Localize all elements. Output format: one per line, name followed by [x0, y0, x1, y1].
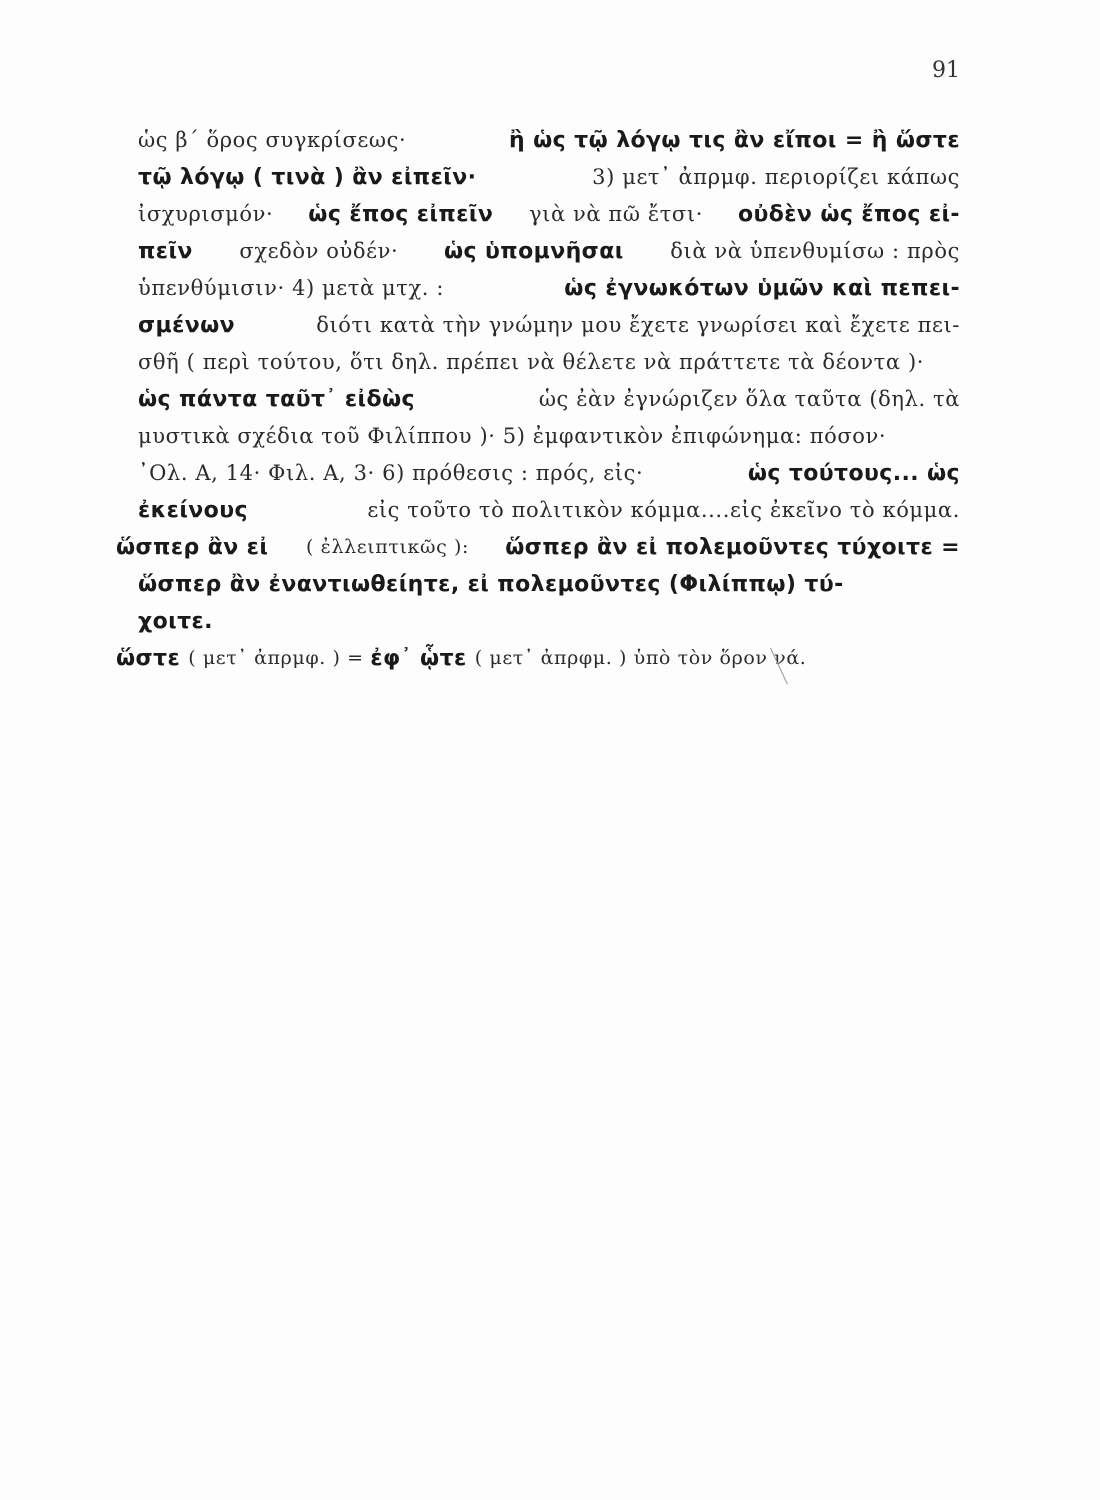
- text-line: [138, 566, 960, 603]
- page-number: 91: [932, 58, 960, 83]
- bold-phrase: ἐκείνους: [138, 498, 256, 523]
- text-line: [138, 233, 960, 270]
- text-segment: μυστικὰ σχέδια τοῦ Φιλίππου )· 5) ἐμφαντικὸν ἐπιφώνημα: πόσον·: [138, 424, 887, 448]
- bold-phrase: ὡς τούτους... ὡς: [747, 461, 960, 486]
- bold-phrase: τῷ λόγῳ ( τινὰ ) ἂν εἰπεῖν·: [138, 165, 485, 190]
- text-segment: διὰ νὰ ὑπενθυμίσω : πρὸς: [670, 239, 960, 263]
- text-line: [138, 344, 960, 381]
- bold-phrase: ὥστε: [116, 646, 189, 671]
- text-segment: ὑπενθύμισιν· 4) μετὰ μτχ. :: [138, 276, 452, 300]
- text-line: [138, 418, 960, 455]
- bold-phrase: πεῖν: [138, 239, 201, 264]
- text-line: [138, 455, 960, 492]
- text-segment: ( ἐλλειπτικῶς ):: [306, 536, 476, 558]
- text-segment: διότι κατὰ τὴν γνώμην μου ἔχετε γνωρίσει καὶ ἔχετε πει-: [316, 313, 960, 337]
- bold-phrase: χοιτε.: [138, 609, 213, 634]
- bold-phrase: ἐφ᾽ ᾧτε: [370, 646, 475, 671]
- bold-phrase: ὡς ἐγνωκότων ὑμῶν καὶ πεπει-: [564, 276, 960, 301]
- text-segment: ᾽Ολ. Α, 14· Φιλ. Α, 3· 6) πρόθεσις : πρός, εἰς·: [138, 461, 651, 485]
- bold-phrase: ὡς πάντα ταῦτ᾽ εἰδὼς: [138, 387, 424, 412]
- bold-phrase: ὥσπερ ἂν εἰ πολεμοῦντες τύχοιτε =: [505, 535, 960, 560]
- bold-phrase: ἢ ὡς τῷ λόγῳ τις ἂν εἴποι = ἢ ὥστε: [509, 128, 960, 153]
- text-segment: ἰσχυρισμόν·: [138, 202, 281, 226]
- text-line: [138, 196, 960, 233]
- text-line: [138, 307, 960, 344]
- bold-phrase: ὥσπερ ἂν ἐναντιωθείητε, εἰ πολεμοῦντες (Φιλίππῳ) τύ-: [138, 572, 844, 597]
- text-segment: ὡς ἐὰν ἐγνώριζεν ὅλα ταῦτα (δηλ. τὰ: [538, 387, 960, 411]
- bold-phrase: οὐδὲν ὡς ἔπος εἰ-: [737, 202, 960, 227]
- text-segment: εἰς τοῦτο τὸ πολιτικὸν κόμμα....εἰς ἐκεῖνο τὸ κόμμα.: [367, 498, 960, 522]
- text-segment: σθῆ ( περὶ τούτου, ὅτι δηλ. πρέπει νὰ θέλετε νὰ πράττετε τὰ δέοντα )·: [138, 350, 925, 374]
- text-line: [138, 270, 960, 307]
- text-line: [138, 159, 960, 196]
- text-segment: σχεδὸν οὐδέν·: [239, 239, 406, 263]
- text-line: [116, 529, 960, 566]
- text-body: [116, 122, 960, 677]
- bold-phrase: ὡς ὑπομνῆσαι: [444, 239, 632, 264]
- text-segment: ὡς β΄ ὅρος συγκρίσεως·: [138, 128, 414, 152]
- text-line: [138, 122, 960, 159]
- text-line: [116, 640, 960, 677]
- text-segment: ( μετ᾽ ἀπρμφ. ) =: [188, 647, 371, 669]
- bold-phrase: σμένων: [138, 313, 244, 338]
- text-segment: γιὰ νὰ πῶ ἔτσι·: [528, 202, 711, 226]
- text-line: [138, 603, 960, 640]
- text-line: [138, 492, 960, 529]
- text-segment: 3) μετ᾽ ἀπρμφ. περιορίζει κάπως: [592, 165, 960, 189]
- bold-phrase: ὥσπερ ἂν εἰ: [116, 535, 277, 560]
- text-segment: ( μετ᾽ ἀπρφμ. ) ὑπὸ τὸν ὅρον νά.: [474, 647, 807, 669]
- text-line: [138, 381, 960, 418]
- bold-phrase: ὡς ἔπος εἰπεῖν: [308, 202, 502, 227]
